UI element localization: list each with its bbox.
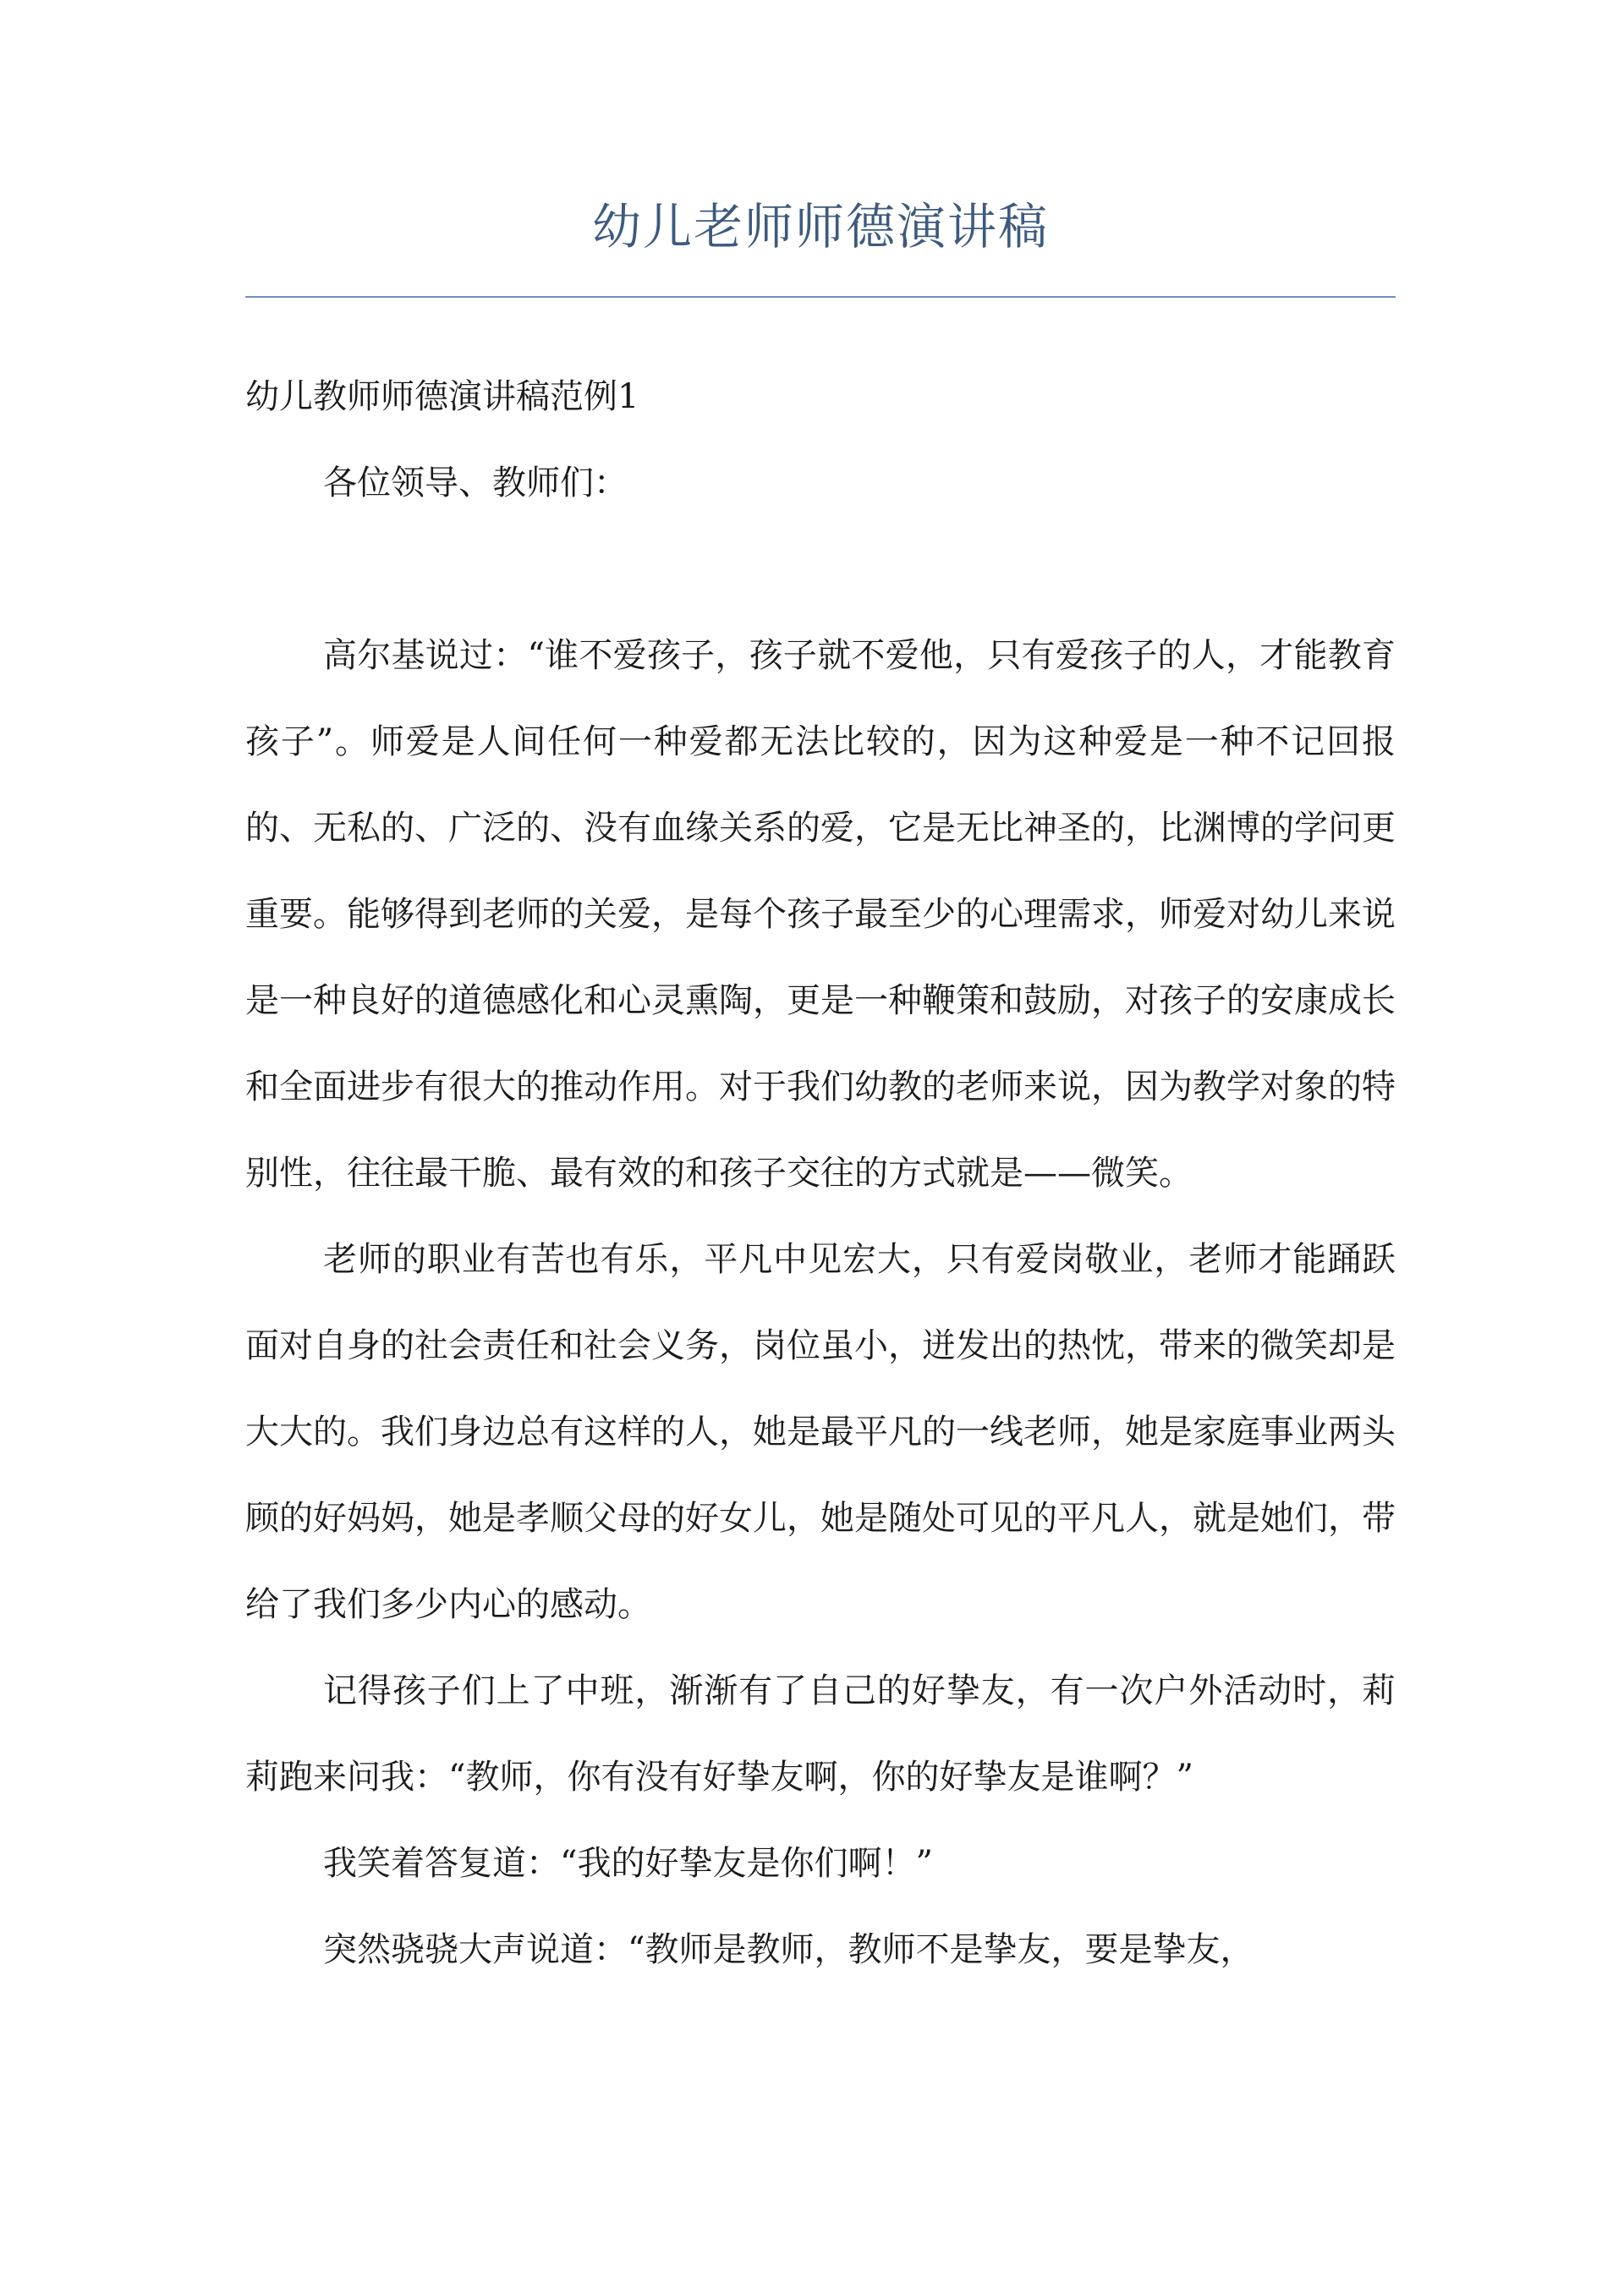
salutation: 各位领导、教师们： bbox=[323, 464, 628, 502]
section-heading: 幼儿教师师德演讲稿范例1 bbox=[245, 377, 639, 416]
blank-line bbox=[245, 526, 1396, 612]
paragraph: 突然骁骁大声说道：“教师是教师，教师不是挚友，要是挚友， bbox=[323, 1930, 1254, 1969]
document-title: 幼儿老师师德演讲稿 bbox=[591, 198, 1049, 255]
paragraph: 高尔基说过：“谁不爱孩子，孩子就不爱他，只有爱孩子的人，才能教育孩子”。师爱是人间任何一种爱都无法比较的，因为这种爱是一种不记回报的、无私的、广泛的、没有血缘关系的爱，它是无比神圣的，比渊博的学问更重要。能够得到老师的关爱，是每个孩子最至少的心理需求，师爱对幼儿来说是一种良好的道德感化和心灵熏陶，更是一种鞭策和鼓励，对孩子的安康成长和全面进步有很大的推动作用。对于我们幼教的老师来说，因为教学对象的特别性，往往最干脆、最有效的和孩子交往的方式就是——微笑。 bbox=[245, 636, 1396, 1193]
paragraph: 老师的职业有苦也有乐，平凡中见宏大，只有爱岗敬业，老师才能踊跃面对自身的社会责任和社会义务，岗位虽小，迸发出的热忱，带来的微笑却是大大的。我们身边总有这样的人，她是最平凡的一线老师，她是家庭事业两头顾的好妈妈，她是孝顺父母的好女儿，她是随处可见的平凡人，就是她们，带给了我们多少内心的感动。 bbox=[245, 1240, 1396, 1624]
title-divider bbox=[245, 296, 1396, 298]
paragraph: 我笑着答复道：“我的好挚友是你们啊！” bbox=[323, 1844, 933, 1883]
document-body bbox=[245, 354, 1396, 1993]
paragraph: 记得孩子们上了中班，渐渐有了自己的好挚友，有一次户外活动时，莉莉跑来问我：“教师，你有没有好挚友啊，你的好挚友是谁啊？” bbox=[245, 1671, 1396, 1797]
